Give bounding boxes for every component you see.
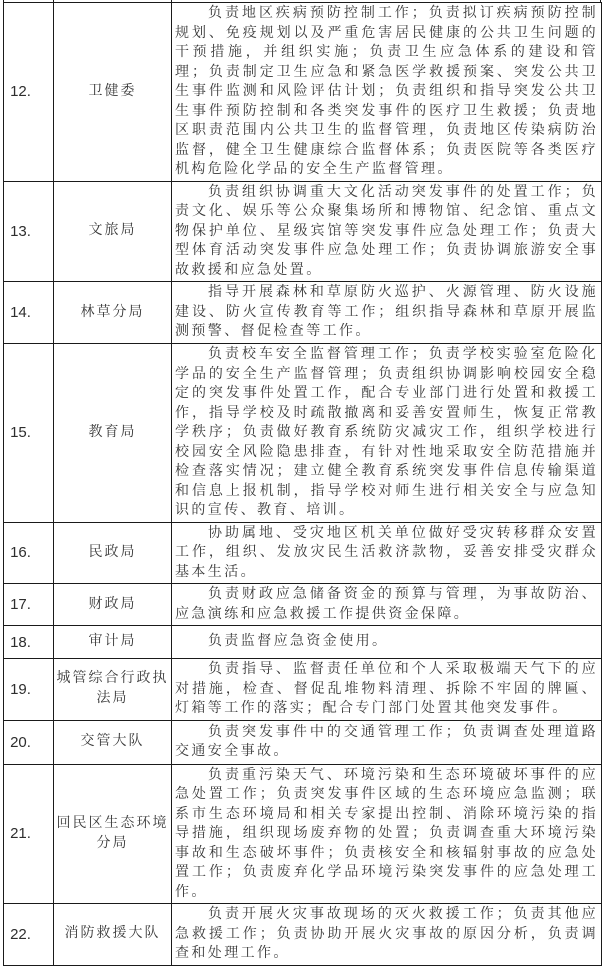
table-row — [4, 720, 602, 764]
table-row — [4, 764, 602, 904]
table-row — [4, 659, 602, 721]
department-name: 审计局 — [54, 626, 172, 659]
row-number: 20. — [4, 720, 54, 764]
table-body — [4, 3, 602, 966]
table-row — [4, 181, 602, 282]
department-name: 交管大队 — [54, 720, 172, 764]
responsibilities-table — [3, 2, 602, 966]
table-row — [4, 584, 602, 626]
duty-cell — [172, 181, 602, 282]
duty-cell — [172, 764, 602, 904]
department-name: 城管综合行政执法局 — [54, 659, 172, 721]
department-name: 教育局 — [54, 344, 172, 523]
duty-text: 负责指导、监督责任单位和个人采取极端天气下的应对措施，检查、督促乱堆物料清理、拆除不牢固的牌匾、灯箱等工作的落实；配合专门部门处置其他突发事件。 — [175, 662, 598, 716]
duty-cell — [172, 904, 602, 966]
department-name: 消防救援大队 — [54, 904, 172, 966]
table-row — [4, 904, 602, 966]
row-number: 12. — [4, 3, 54, 182]
table-row — [4, 344, 602, 523]
duty-cell — [172, 659, 602, 721]
row-number: 14. — [4, 282, 54, 344]
duty-text: 负责突发事件中的交通管理工作；负责调查处理道路交通安全事故。 — [175, 724, 598, 759]
duty-cell — [172, 522, 602, 584]
duty-cell — [172, 282, 602, 344]
duty-text: 负责财政应急储备资金的预算与管理，为事故防治、应急演练和应急救援工作提供资金保障。 — [175, 587, 598, 622]
department-name: 林草分局 — [54, 282, 172, 344]
duty-text: 负责地区疾病预防控制工作；负责拟订疾病预防控制规划、免疫规划以及严重危害居民健康的公共卫生问题的干预措施，并组织实施；负责卫生应急体系的建设和管理；负责制定卫生应急和紧急医学救援预案、突发公共卫生事件监测和风险评估计划；负责组织和指导突发公共卫生事件预防控制和各类突发事件的医疗卫生救援；负责地区职责范围内公共卫生的监督管理，负责地区传染病防治监督，健全卫生健康综合监督体系；负责医院等各类医疗机构危险化学品的安全生产监督管理。 — [175, 6, 598, 177]
row-number: 17. — [4, 584, 54, 626]
duty-cell — [172, 3, 602, 182]
row-number: 15. — [4, 344, 54, 523]
duty-cell — [172, 720, 602, 764]
duty-cell — [172, 584, 602, 626]
duty-text: 协助属地、受灾地区机关单位做好受灾转移群众安置工作，组织、发放灾民生活救济款物，妥善安排受灾群众基本生活。 — [175, 525, 598, 580]
table-row — [4, 3, 602, 182]
row-number: 16. — [4, 522, 54, 584]
department-name: 财政局 — [54, 584, 172, 626]
duty-text: 负责组织协调重大文化活动突发事件的处置工作；负责文化、娱乐等公众聚集场所和博物馆、纪念馆、重点文物保护单位、星级宾馆等突发事件应急处理工作；负责大型体育活动突发事件应急处理工作；负责协调旅游安全事故救援和应急处置。 — [175, 184, 598, 278]
row-number: 19. — [4, 659, 54, 721]
duty-text: 负责校车安全监督管理工作；负责学校实验室危险化学品的安全生产监督管理；负责组织协调影响校园安全稳定的突发事件处置工作，配合专业部门进行处置和救援工作，指导学校及时疏散撤离和妥善安置师生，恢复正常教学秩序；负责做好教育系统防灾减灾工作，组织学校进行校园安全风险隐患排查，有针对性地采取安全防范措施并检查落实情况；建立健全教育系统突发事件信息传输渠道和信息上报机制，指导学校对师生进行相关安全与应急知识的宣传、教育、培训。 — [175, 347, 598, 518]
department-name: 民政局 — [54, 522, 172, 584]
table-row — [4, 522, 602, 584]
duty-text: 指导开展森林和草原防火巡护、火源管理、防火设施建设、防火宣传教育等工作；组织指导森林和草原开展监测预警、督促检查等工作。 — [175, 285, 598, 340]
row-number: 21. — [4, 764, 54, 904]
row-number: 22. — [4, 904, 54, 966]
department-name: 回民区生态环境分局 — [54, 764, 172, 904]
duty-text: 负责重污染天气、环境污染和生态环境破坏事件的应急处置工作；负责突发事件区域的生态环境应急监测；联系市生态环境局和相关专家提出控制、消除环境污染的指导措施，组织现场废弃物的处置；负责调查重大环境污染事故和生态破坏事件；负责核安全和核辐射事故的应急处置工作；负责废弃化学品环境污染突发事件的应急处理工作。 — [175, 767, 598, 900]
duty-cell — [172, 344, 602, 523]
duty-text: 负责开展火灾事故现场的灭火救援工作；负责其他应急救援工作；负责协助开展火灾事故的原因分析，负责调查和处理工作。 — [175, 907, 598, 961]
row-number: 18. — [4, 626, 54, 659]
duty-text: 负责监督应急资金使用。 — [208, 634, 389, 650]
department-name: 卫健委 — [54, 3, 172, 182]
row-number: 13. — [4, 181, 54, 282]
duty-cell — [172, 626, 602, 659]
table-row — [4, 626, 602, 659]
department-name: 文旅局 — [54, 181, 172, 282]
table-row — [4, 282, 602, 344]
